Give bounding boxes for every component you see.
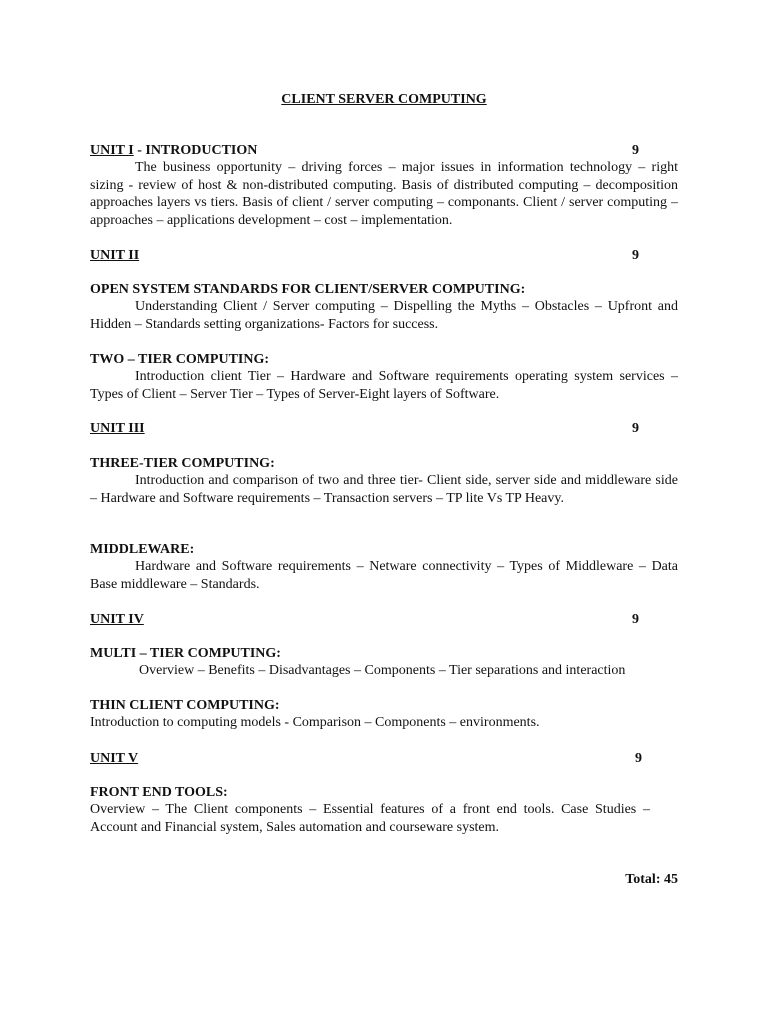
unit-3-hours: 9 (632, 421, 639, 436)
unit-1-label: UNIT I (90, 143, 134, 158)
unit-1-hours: 9 (632, 143, 639, 158)
topic-text-middleware: Hardware and Software requirements – Netware connectivity – Types of Middleware – Data Base middleware – Standards. (90, 559, 678, 592)
topic-text-open-system: Understanding Client / Server computing – Dispelling the Myths – Obstacles – Upfront and Hidden – Standards setting organizations- Factors for success. (90, 299, 678, 332)
unit-4-hours: 9 (632, 612, 639, 627)
topic-heading-thin-client: THIN CLIENT COMPUTING: (90, 698, 280, 713)
topic-heading-multi-tier: MULTI – TIER COMPUTING: (90, 646, 281, 661)
unit-2-heading (90, 247, 139, 264)
unit-5-heading (90, 750, 138, 767)
topic-heading-front-end-tools: FRONT END TOOLS: (90, 785, 228, 800)
unit-3-heading (90, 420, 145, 437)
unit-2-label: UNIT II (90, 248, 140, 263)
unit-5-hours: 9 (635, 751, 642, 766)
unit-1-heading (90, 142, 257, 159)
unit-4-heading (90, 611, 144, 628)
unit-2-hours: 9 (632, 248, 639, 263)
topic-text-multi-tier: Overview – Benefits – Disadvantages – Components – Tier separations and interaction (139, 663, 626, 678)
topic-heading-open-system: OPEN SYSTEM STANDARDS FOR CLIENT/SERVER COMPUTING: (90, 282, 526, 297)
unit-1-text: The business opportunity – driving forces – major issues in information technology – right sizing - review of host & non-distributed computing. Basis of distributed computing – decomposition approaches layers vs tiers. Basis of client / server computing – componants. Client / server computing – approaches – applications development – cost – implementation. (90, 160, 678, 228)
topic-heading-middleware: MIDDLEWARE: (90, 542, 195, 557)
topic-text-front-end-tools: Overview – The Client components – Essential features of a front end tools. Case Studies – Account and Financial system, Sales automation and courseware system. (90, 802, 650, 835)
unit-3-label: UNIT III (90, 421, 145, 436)
topic-text-three-tier: Introduction and comparison of two and three tier- Client side, server side and middleware side – Hardware and Software requirements – Transaction servers – TP lite Vs TP Heavy. (90, 473, 678, 506)
document-title: CLIENT SERVER COMPUTING (281, 92, 487, 107)
topic-text-two-tier: Introduction client Tier – Hardware and Software requirements operating system services – Types of Client – Server Tier – Types of Server-Eight layers of Software. (90, 369, 678, 402)
unit-4-label: UNIT IV (90, 612, 144, 627)
topic-text-thin-client: Introduction to computing models - Comparison – Components – environments. (90, 715, 540, 730)
topic-heading-three-tier: THREE-TIER COMPUTING: (90, 456, 275, 471)
syllabus-page (90, 0, 678, 1024)
unit-1-title: - INTRODUCTION (133, 143, 258, 158)
total-hours: Total: 45 (625, 872, 678, 887)
unit-5-label: UNIT V (90, 751, 139, 766)
topic-heading-two-tier: TWO – TIER COMPUTING: (90, 352, 270, 367)
